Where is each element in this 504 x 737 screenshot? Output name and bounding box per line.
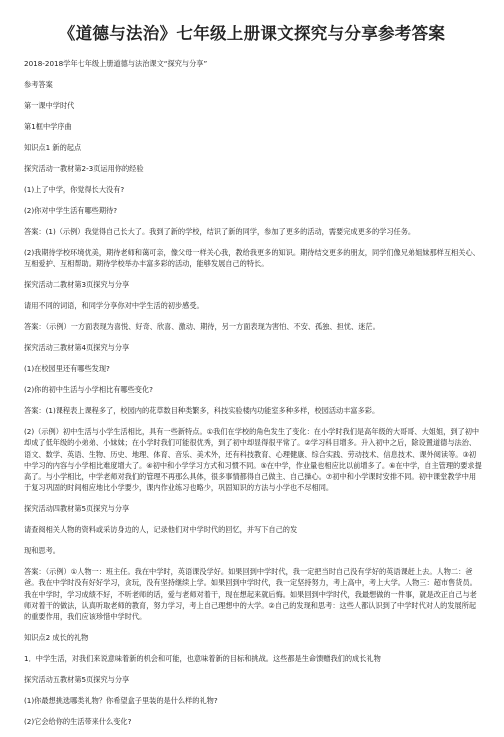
- paragraph: 1．中学生活，对我们来说意味着新的机会和可能，也意味着新的目标和挑战。这些都是生命馈赠我们的成长礼物: [24, 654, 381, 664]
- paragraph: 2018-2018学年七年级上册道德与法治课文“探究与分享”: [24, 59, 208, 68]
- paragraph: 探究活动三教材第4页探究与分享: [24, 343, 130, 353]
- paragraph: (1)上了中学，你觉得长大没有?: [24, 185, 125, 194]
- paragraph: 知识点1 新的起点: [24, 143, 82, 152]
- paragraph: (2)它会给你的生活带来什么变化?: [24, 717, 132, 727]
- paragraph: 请用不同的词语，和同学分享你对中学生活的初步感受。: [24, 301, 204, 311]
- paragraph: (2)我期待学校环境优美，期待老师和蔼可亲，像父母一样关心我，教给我更多的知识。期待结交更多的朋友，同学们像兄弟姐妹那样互相关心、互相爱护、互相帮助。期待学校举办丰富多彩的活动，能够发展自己的特长。: [24, 248, 480, 269]
- paragraph: 探究活动四教材第5页探究与分享: [24, 504, 130, 514]
- paragraph: 探究活动一教材第2-3页运用你的经验: [24, 164, 144, 173]
- paragraph: 参考答案: [24, 80, 53, 89]
- paragraph: (1)你最想挑选哪类礼物？你希望盒子里装的是什么样的礼物?: [24, 696, 218, 706]
- paragraph: 探究活动五教材第5页探究与分享: [24, 675, 130, 685]
- paragraph: 答案：（示例）一方面表现为喜悦、好奇、欣喜、激动、期待，另一方面表现为害怕、不安、孤独、担忧、迷茫。: [24, 322, 380, 332]
- paragraph: 知识点2 成长的礼物: [24, 633, 89, 643]
- paragraph: 答案：(1)课程表上课程多了，校园内的花草数目种类繁多，科技实验楼内功能室多种多样，校园活动丰富多彩。: [24, 406, 380, 416]
- paragraph: (2)你对中学生活有哪些期待?: [24, 206, 118, 215]
- paragraph: (2)你的初中生活与小学相比有哪些变化?: [24, 385, 153, 395]
- document-body: [24, 58, 483, 737]
- document-title: 《道德与法治》七年级上册课文探究与分享参考答案: [58, 24, 446, 43]
- paragraph: 请查阅相关人物的资料或采访身边的人，记录他们对中学时代的回忆，并写下自己的发: [24, 525, 298, 535]
- paragraph: 第一课中学时代: [24, 101, 75, 110]
- paragraph: 第1框中学序曲: [24, 122, 72, 131]
- paragraph: 答案：（示例）①人物一：班主任。我在中学时，英语课没学好。如果回到中学时代，我一定把当时自己没有学好的英语课赶上去。人物二：爸爸。我在中学时没有好好学习，贪玩，没有坚持继续上学。如果回到中学时代，我一定坚持努力，考上高中，考上大学。人物三：超市售货员。我在中学时，学习成绩不好，不听老师的话，爱与老师对着干，现在想起来就后悔。如果回到中学时代，我最想做的一件事，就是改正自己与老师对着干的做法，认真听取老师的教育，努力学习，考上自己理想中的大学。②自己的发现和思考：这些人都认识到了中学时代对人的发展所起的重要作用，我们应该珍惜中学时代。: [24, 567, 477, 622]
- paragraph: (2)（示例）初中生活与小学生活相比，具有一些新特点。①我们在学校的角色发生了变化：在小学时我们是高年级的大哥哥、大姐姐，到了初中却成了低年级的小弟弟、小妹妹；在小学时我们可能很优秀，到了初中却显得很平常了。②学习科目增多。升入初中之后，除设置道德与法治、语文、数学、英语、生物、历史、地理、体育、音乐、美术外，还有科技教育、心理健康、综合实践、劳动技术、信息技术、课外阅读等。③初中学习的内容与小学相比难度增大了。④初中和小学学习方式和习惯不同。⑤在中学，作业量也相应比以前增多了。⑥在中学，自主管理的要求提高了。与小学相比，中学老师对我们的管理不再那么具体，很多事情都得自己做主、自己操心。⑦初中和小学课时安排不同。初中课堂教学中用于复习巩固的时间相应地比小学要少，课内作业练习也略少，巩固知识的方法与小学也不尽相同。: [24, 427, 482, 493]
- paragraph: 答案：(1)（示例）我觉得自己长大了。我到了新的学校，结识了新的同学，参加了更多的活动，需要完成更多的学习任务。: [24, 227, 416, 236]
- paragraph: (1)在校园里还有哪些发现?: [24, 364, 110, 374]
- paragraph: 探究活动二教材第3页探究与分享: [24, 280, 130, 290]
- paragraph: 现和思考。: [24, 546, 60, 556]
